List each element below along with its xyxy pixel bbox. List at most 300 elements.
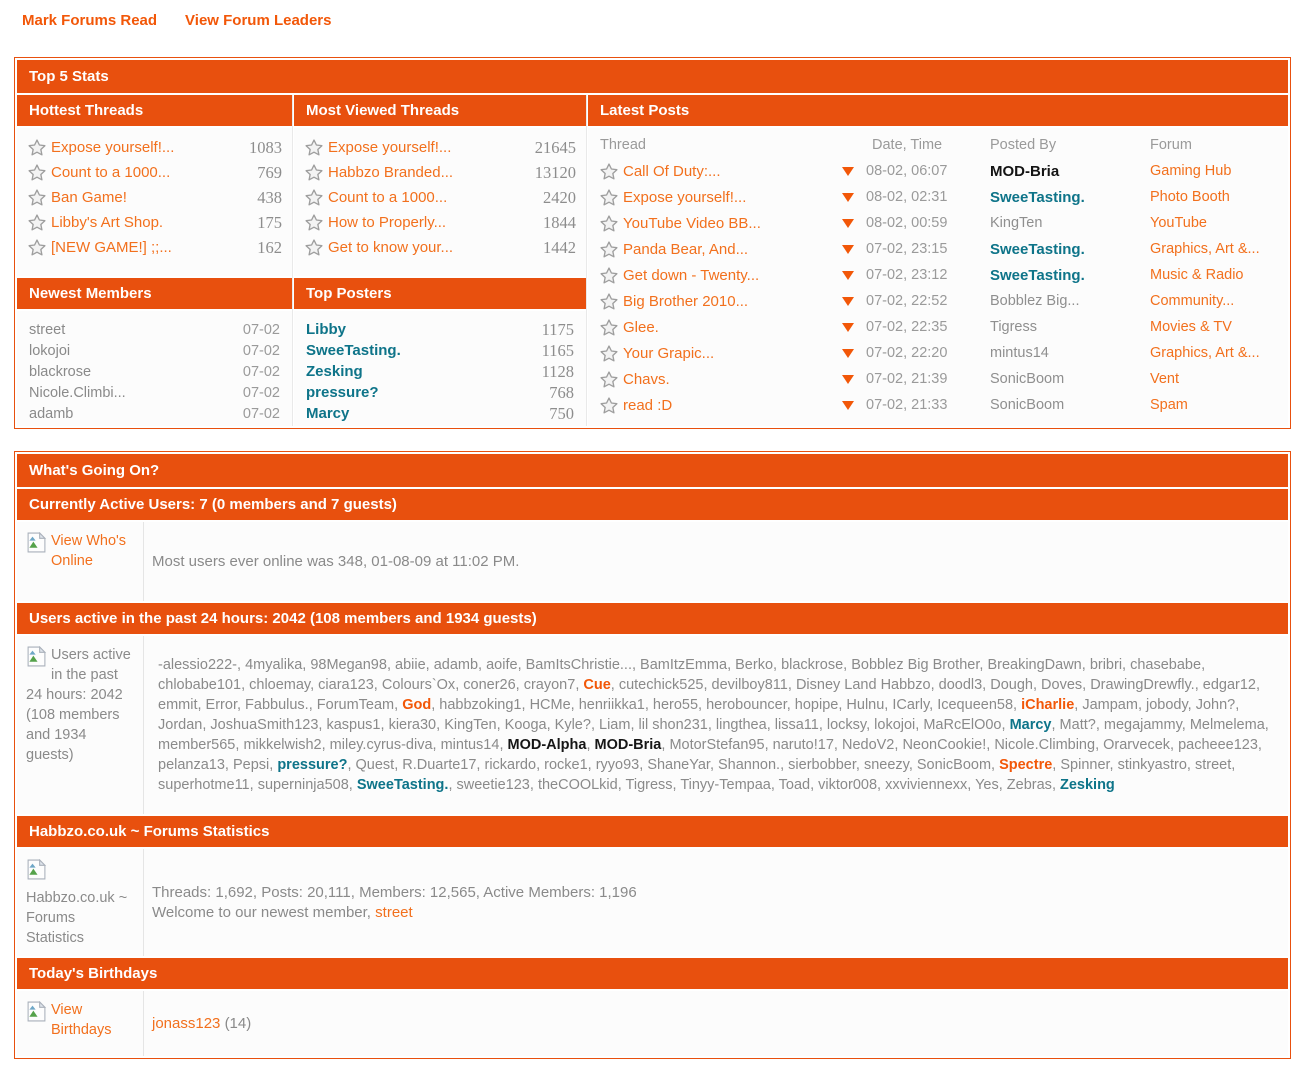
active-member-link[interactable]: adamb (433, 657, 479, 673)
thread-link[interactable]: Get to know your... (328, 239, 454, 256)
active-member-link[interactable]: henriikka1 (578, 697, 645, 713)
active-member-link[interactable]: xxviviennexx (885, 777, 968, 793)
goto-last-post-icon[interactable] (842, 245, 854, 254)
thread-link[interactable]: Count to a 1000... (51, 164, 171, 181)
star-icon (600, 215, 618, 232)
active-member-link[interactable]: Colours`Ox (381, 677, 456, 693)
active-member-link[interactable]: cutechick525 (618, 677, 704, 693)
active-24h-side-text: Users active in the past 24 hours: 2042 (108 members and 1934 guests) (26, 647, 131, 763)
posted-by-link[interactable]: SweeTasting. (990, 240, 1085, 258)
active-member-link[interactable]: 98Megan98 (310, 657, 387, 673)
top-poster-row (294, 340, 586, 361)
thread-cell (588, 397, 842, 414)
active-24h-members-cell (144, 636, 1288, 814)
active-member-link[interactable]: abiie (395, 657, 426, 673)
forum-link[interactable]: Movies & TV (1150, 319, 1232, 335)
birthday-line (152, 1015, 1276, 1032)
active-member-link[interactable]: miley.cyrus-diva (329, 737, 433, 753)
forum-link[interactable]: Music & Radio (1150, 267, 1244, 283)
forum-statistics-values: Threads: 1,692, Posts: 20,111, Members: 12,565, Active Members: 1,196 (152, 883, 637, 901)
latest-post-row (588, 366, 1288, 392)
view-birthdays-cell (17, 991, 144, 1056)
active-member-link[interactable]: ShaneYar (647, 757, 710, 773)
poster-count: 1165 (541, 340, 574, 360)
birthday-member-link[interactable]: jonass123 (152, 1015, 221, 1032)
date-cell (842, 293, 990, 309)
poster-name-link[interactable]: Libby (306, 321, 346, 338)
forum-statistics-header: Habbzo.co.uk ~ Forums Statistics (17, 816, 1288, 847)
forum-link[interactable]: Graphics, Art &... (1150, 241, 1260, 257)
active-member-link[interactable]: theCOOLkid (537, 777, 618, 793)
posted-by-link[interactable]: SweeTasting. (990, 266, 1085, 284)
thread-row (17, 185, 292, 210)
top-poster-row (294, 403, 586, 424)
star-icon (28, 139, 46, 156)
forum-link[interactable]: Graphics, Art &... (1150, 345, 1260, 361)
active-member-link[interactable]: MOD-Bria (594, 737, 662, 753)
poster-count: 750 (549, 403, 574, 423)
thread-count: 438 (257, 187, 282, 207)
posted-by-link[interactable]: Bobblez Big... (990, 293, 1080, 309)
thread-link[interactable]: Libby's Art Shop. (51, 214, 164, 231)
latest-posts-column (586, 95, 1288, 426)
forum-link[interactable]: Gaming Hub (1150, 163, 1232, 179)
star-icon (305, 239, 323, 256)
thread-cell (305, 214, 446, 231)
poster-name-link[interactable]: pressure? (306, 384, 379, 401)
star-icon (28, 239, 46, 256)
active-member-link[interactable]: Spinner (1060, 757, 1110, 773)
latest-post-row (588, 288, 1288, 314)
thread-count: 769 (257, 162, 282, 182)
active-member-link[interactable]: MotorStefan95 (669, 737, 765, 753)
post-date: 08-02, 02:31 (866, 189, 948, 205)
thread-row (294, 135, 586, 160)
active-member-link[interactable]: street (1194, 757, 1232, 773)
active-member-link[interactable]: KingTen (444, 717, 497, 733)
member-join-date: 07-02 (242, 384, 280, 401)
welcome-newest-member-line (152, 903, 1276, 923)
star-icon (305, 164, 323, 181)
thread-cell (28, 239, 172, 256)
member-name-link[interactable]: street (29, 321, 66, 338)
active-member-link[interactable]: Jampam (1082, 697, 1138, 713)
active-member-link[interactable]: viktor008 (818, 777, 878, 793)
forum-cell (1150, 292, 1288, 310)
active-member-link[interactable]: coner26 (463, 677, 516, 693)
active-member-link[interactable]: aoife (486, 657, 518, 673)
active-member-link[interactable]: rickardo (484, 757, 537, 773)
member-join-date: 07-02 (242, 321, 280, 338)
active-member-link[interactable]: ciara123 (318, 677, 374, 693)
active-member-link[interactable]: megajammy (1103, 717, 1182, 733)
thread-cell (588, 293, 842, 310)
goto-last-post-icon[interactable] (842, 323, 854, 332)
thread-row (17, 210, 292, 235)
forum-cell (1150, 370, 1288, 388)
active-member-link[interactable]: Cue (583, 677, 611, 693)
posted-by-link[interactable]: KingTen (990, 215, 1043, 231)
active-member-link[interactable]: Marcy (1009, 717, 1052, 733)
thread-row (17, 235, 292, 260)
thread-cell (588, 163, 842, 180)
forum-link[interactable]: Vent (1150, 371, 1180, 387)
newest-members-list (17, 311, 292, 426)
whos-online-cell (17, 522, 144, 601)
active-member-link[interactable]: Yes (975, 777, 999, 793)
active-member-link[interactable]: Kyle? (554, 717, 591, 733)
active-member-link[interactable]: Doves (1041, 677, 1083, 693)
active-member-link[interactable]: Hulnu (846, 697, 885, 713)
thread-cell (588, 189, 842, 206)
active-24h-row (17, 636, 1288, 814)
latest-posts-column-headers (588, 132, 1288, 158)
active-member-link[interactable]: Matt? (1059, 717, 1096, 733)
poster-name-link[interactable]: Zesking (306, 363, 363, 380)
member-name-link[interactable]: Nicole.Climbi... (29, 384, 126, 401)
forum-cell (1150, 396, 1288, 414)
post-date: 07-02, 22:35 (866, 319, 948, 335)
active-member-link[interactable]: mintus14 (440, 737, 500, 753)
posted-by-link[interactable]: MOD-Bria (990, 162, 1060, 180)
thread-cell (28, 164, 170, 181)
active-member-link[interactable]: NedoV2 (841, 737, 895, 753)
column-header-posted-by: Posted By (990, 137, 1057, 153)
thread-link[interactable]: Glee. (623, 318, 659, 336)
birthday-age: (14) (224, 1015, 252, 1032)
thread-cell (28, 189, 127, 206)
forum-cell (1150, 188, 1288, 206)
forum-cell (1150, 318, 1288, 336)
newest-member-link[interactable]: street (375, 903, 413, 921)
active-member-link[interactable]: locksy (826, 717, 867, 733)
posted-by-link[interactable]: Tigress (990, 319, 1037, 335)
goto-last-post-icon[interactable] (842, 193, 854, 202)
top5-stats-title: Top 5 Stats (17, 60, 1288, 93)
thread-link[interactable]: Expose yourself!... (51, 139, 175, 156)
post-date: 07-02, 23:15 (866, 241, 948, 257)
column-header-thread: Thread (600, 137, 646, 153)
active-member-link[interactable]: Pepsi (232, 757, 270, 773)
date-cell (842, 319, 990, 335)
star-icon (305, 189, 323, 206)
thread-link[interactable]: Habbzo Branded... (328, 164, 454, 181)
active-member-link[interactable]: chlobabe101 (158, 677, 242, 693)
thread-cell (588, 241, 842, 258)
active-member-link[interactable]: MOD-Alpha (507, 737, 587, 753)
active-member-link[interactable]: HCMe (529, 697, 571, 713)
active-member-link[interactable]: mikkelwish2 (243, 737, 322, 753)
active-member-link[interactable]: NeonCookie! (902, 737, 987, 753)
active-member-link[interactable]: pacheee123 (1178, 737, 1258, 753)
active-member-link[interactable]: 4myalika (245, 657, 303, 673)
member-name-link[interactable]: adamb (29, 405, 74, 422)
posted-by-link[interactable]: SonicBoom (990, 397, 1065, 413)
view-forum-leaders-link[interactable]: View Forum Leaders (185, 12, 332, 29)
date-cell (842, 371, 990, 387)
active-member-link[interactable]: Jordan (158, 717, 203, 733)
active-member-link[interactable]: Shannon. (718, 757, 781, 773)
goto-last-post-icon[interactable] (842, 167, 854, 176)
member-join-date: 07-02 (242, 342, 280, 359)
active-24h-side-cell (17, 636, 144, 814)
active-member-link[interactable]: blackrose (781, 657, 844, 673)
latest-posts-rows (588, 158, 1288, 418)
date-cell (842, 397, 990, 413)
active-member-link[interactable]: pelanza13 (158, 757, 225, 773)
thread-link[interactable]: read :D (623, 396, 673, 414)
goto-last-post-icon[interactable] (842, 271, 854, 280)
active-member-link[interactable]: doodl3 (938, 677, 983, 693)
active-member-link[interactable]: Fabbulus. (245, 697, 309, 713)
active-member-link[interactable]: naruto!17 (772, 737, 834, 753)
star-icon (600, 345, 618, 362)
forum-link[interactable]: Photo Booth (1150, 189, 1230, 205)
hottest-threads-header: Hottest Threads (17, 95, 292, 126)
top-nav (0, 0, 1305, 33)
thread-link[interactable]: Chavs. (623, 370, 670, 388)
post-date: 07-02, 22:52 (866, 293, 948, 309)
thread-link[interactable]: [NEW GAME!] ;;... (51, 239, 172, 256)
active-member-link[interactable]: chasebabe (1130, 657, 1202, 673)
poster-count: 768 (549, 382, 574, 402)
active-member-link[interactable]: crayon7 (523, 677, 576, 693)
poster-count: 1128 (541, 361, 574, 381)
post-date: 08-02, 00:59 (866, 215, 948, 231)
forum-cell (1150, 214, 1288, 232)
thread-cell (305, 239, 453, 256)
active-member-link[interactable]: chloemay (249, 677, 311, 693)
hottest-threads-list (17, 128, 292, 276)
active-member-link[interactable]: BamItzEmma (640, 657, 728, 673)
top-posters-header: Top Posters (294, 278, 586, 309)
active-member-link[interactable]: SonicBoom (916, 757, 992, 773)
thread-link[interactable]: Ban Game! (51, 189, 127, 206)
posted-by-link[interactable]: SonicBoom (990, 371, 1065, 387)
forum-link[interactable]: YouTube (1150, 215, 1207, 231)
currently-active-users-row (17, 522, 1288, 601)
forum-statistics-cell (144, 849, 1288, 956)
star-icon (600, 397, 618, 414)
thread-count: 21645 (534, 137, 576, 157)
active-member-link[interactable]: Liam (599, 717, 631, 733)
hottest-threads-column (17, 95, 292, 426)
goto-last-post-icon[interactable] (842, 375, 854, 384)
latest-post-row (588, 236, 1288, 262)
column-header-datetime: Date, Time (872, 137, 943, 153)
star-icon (600, 371, 618, 388)
active-member-link[interactable]: Berko (735, 657, 774, 673)
active-member-link[interactable]: hopipe (794, 697, 839, 713)
thread-cell (588, 345, 842, 362)
active-member-link[interactable]: pressure? (277, 757, 348, 773)
welcome-prefix: Welcome to our newest member, (152, 903, 371, 921)
top-posters-list (294, 311, 586, 426)
poster-count: 1175 (541, 319, 574, 339)
thread-link[interactable]: Count to a 1000... (328, 189, 448, 206)
star-icon (600, 293, 618, 310)
active-member-link[interactable]: Bobblez Big Brother (851, 657, 980, 673)
broken-image-icon (26, 859, 47, 886)
date-cell (842, 267, 990, 283)
active-member-link[interactable]: Toad (778, 777, 811, 793)
active-member-link[interactable]: BreakingDawn (987, 657, 1082, 673)
post-date: 07-02, 23:12 (866, 267, 948, 283)
active-member-link[interactable]: Error (205, 697, 237, 713)
posted-by-link[interactable]: SweeTasting. (990, 188, 1085, 206)
active-member-link[interactable]: DrawingDrewfly. (1090, 677, 1195, 693)
thread-link[interactable]: Expose yourself!... (623, 188, 747, 206)
active-member-link[interactable]: MaRcElO0o (923, 717, 1002, 733)
most-users-online-value: Most users ever online was 348, 01-08-09 at 11:02 PM. (152, 553, 520, 570)
member-name-link[interactable]: blackrose (29, 363, 92, 380)
active-member-link[interactable]: emmit (158, 697, 198, 713)
thread-cell (588, 371, 842, 388)
member-name-link[interactable]: lokojoi (29, 342, 71, 359)
forum-cell (1150, 240, 1288, 258)
active-member-link[interactable]: Zesking (1060, 777, 1115, 793)
top-poster-row (294, 361, 586, 382)
latest-post-row (588, 158, 1288, 184)
active-member-link[interactable]: R.Duarte17 (402, 757, 477, 773)
active-member-link[interactable]: Icequeen58 (937, 697, 1014, 713)
active-member-link[interactable]: Disney Land Habbzo (795, 677, 931, 693)
post-date: 07-02, 21:33 (866, 397, 948, 413)
thread-link[interactable]: Call Of Duty:... (623, 162, 721, 180)
top-poster-row (294, 319, 586, 340)
date-cell (842, 189, 990, 205)
active-member-link[interactable]: edgar12 (1202, 677, 1256, 693)
star-icon (600, 267, 618, 284)
active-member-link[interactable]: hero55 (652, 697, 699, 713)
active-member-link[interactable]: lingthea (715, 717, 767, 733)
active-member-link[interactable]: stinkyastro (1117, 757, 1187, 773)
active-member-link[interactable]: Orarvecek (1103, 737, 1171, 753)
date-cell (842, 163, 990, 179)
latest-post-row (588, 210, 1288, 236)
active-member-link[interactable]: Dough (990, 677, 1033, 693)
forum-statistics-side-cell (17, 849, 144, 956)
goto-last-post-icon[interactable] (842, 219, 854, 228)
active-member-link[interactable]: lil shon231 (638, 717, 708, 733)
star-icon (28, 164, 46, 181)
thread-link[interactable]: Panda Bear, And... (623, 240, 749, 258)
thread-link[interactable]: YouTube Video BB... (623, 214, 761, 232)
active-member-link[interactable]: lokojoi (874, 717, 916, 733)
active-member-link[interactable]: God (402, 697, 432, 713)
date-cell (842, 345, 990, 361)
active-member-link[interactable]: sweetie123 (456, 777, 530, 793)
active-member-link[interactable]: herobouncer (706, 697, 787, 713)
active-member-link[interactable]: Nicole.Climbing (994, 737, 1096, 753)
post-date: 07-02, 21:39 (866, 371, 948, 387)
star-icon (600, 189, 618, 206)
thread-row (294, 160, 586, 185)
view-birthdays-link[interactable]: View Birthdays (51, 1002, 112, 1038)
active-member-link[interactable]: sierbobber (788, 757, 856, 773)
active-member-link[interactable]: iCharlie (1021, 697, 1075, 713)
thread-count: 1442 (543, 237, 576, 257)
member-join-date: 07-02 (242, 405, 280, 422)
active-member-link[interactable]: Tigress (625, 777, 673, 793)
thread-link[interactable]: Get down - Twenty... (623, 266, 760, 284)
active-member-link[interactable]: Kooga (504, 717, 547, 733)
active-member-link[interactable]: -alessio222- (158, 657, 237, 673)
active-member-link[interactable]: ForumTeam (316, 697, 395, 713)
active-member-link[interactable]: Melmelema (1189, 717, 1265, 733)
thread-cell (28, 139, 174, 156)
active-member-link[interactable]: habbzoking1 (439, 697, 522, 713)
thread-count: 1844 (543, 212, 576, 232)
thread-link[interactable]: Your Grapic... (623, 344, 715, 362)
poster-name-link[interactable]: Marcy (306, 405, 350, 422)
forum-cell (1150, 266, 1288, 284)
active-member-link[interactable]: SweeTasting. (356, 777, 449, 793)
active-member-link[interactable]: rocke1 (544, 757, 588, 773)
thread-link[interactable]: How to Properly... (328, 214, 447, 231)
thread-link[interactable]: Big Brother 2010... (623, 292, 749, 310)
active-member-link[interactable]: Spectre (999, 757, 1053, 773)
newest-members-header: Newest Members (17, 278, 292, 309)
active-member-link[interactable]: Quest (355, 757, 395, 773)
thread-link[interactable]: Expose yourself!... (328, 139, 452, 156)
newest-member-row (17, 340, 292, 361)
forum-link[interactable]: Community... (1150, 293, 1235, 309)
active-member-link[interactable]: John? (1195, 697, 1236, 713)
mark-forums-read-link[interactable]: Mark Forums Read (22, 12, 158, 29)
goto-last-post-icon[interactable] (842, 297, 854, 306)
star-icon (600, 319, 618, 336)
most-users-online-text (144, 522, 1288, 601)
todays-birthdays-row (17, 991, 1288, 1056)
active-member-link[interactable]: Zebras (1006, 777, 1052, 793)
forum-link[interactable]: Spam (1150, 397, 1188, 413)
active-member-link[interactable]: superhotme11 (158, 777, 250, 793)
active-member-link[interactable]: kaspus1 (326, 717, 381, 733)
active-member-link[interactable]: ryyo93 (595, 757, 640, 773)
active-member-link[interactable]: devilboy811 (711, 677, 788, 693)
top5-stats-panel (14, 57, 1291, 429)
thread-row (294, 185, 586, 210)
goto-last-post-icon[interactable] (842, 349, 854, 358)
active-member-link[interactable]: BamItsChristie... (525, 657, 632, 673)
thread-count: 175 (257, 212, 282, 232)
birthday-cell (144, 991, 1288, 1056)
goto-last-post-icon[interactable] (842, 401, 854, 410)
broken-image-icon (26, 646, 47, 673)
active-member-link[interactable]: superninja508 (257, 777, 349, 793)
active-member-link[interactable]: Tinyy-Tempaa (680, 777, 771, 793)
active-member-link[interactable]: ICarly (892, 697, 930, 713)
view-whos-online-link[interactable]: View Who's Online (51, 533, 127, 569)
active-member-link[interactable]: member565 (158, 737, 236, 753)
todays-birthdays-header: Today's Birthdays (17, 958, 1288, 989)
active-member-link[interactable]: kiera30 (388, 717, 437, 733)
active-member-link[interactable]: bribri (1089, 657, 1123, 673)
posted-by-link[interactable]: mintus14 (990, 345, 1049, 361)
active-24h-header: Users active in the past 24 hours: 2042 (108 members and 1934 guests) (17, 603, 1288, 634)
poster-name-link[interactable]: SweeTasting. (306, 342, 401, 359)
active-member-link[interactable]: jobody (1146, 697, 1188, 713)
thread-row (294, 210, 586, 235)
broken-image-icon (26, 1001, 47, 1028)
top-poster-row (294, 382, 586, 403)
active-member-link[interactable]: lissa11 (774, 717, 819, 733)
whats-going-on-panel (14, 451, 1291, 1059)
active-member-link[interactable]: sneezy (863, 757, 909, 773)
forum-cell (1150, 344, 1288, 362)
active-member-link[interactable]: JoshuaSmith123 (210, 717, 319, 733)
